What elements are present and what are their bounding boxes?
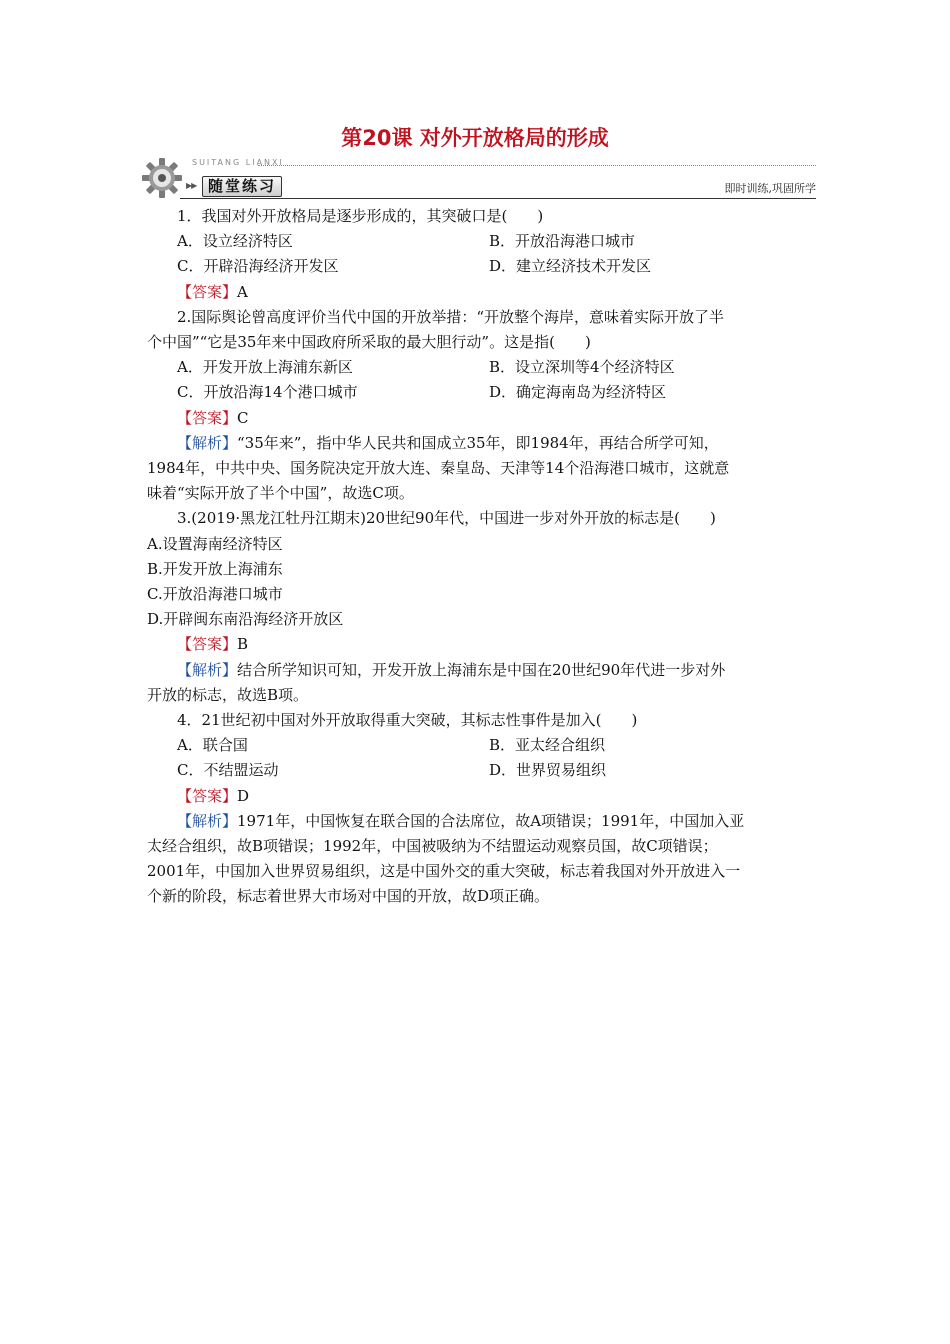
section-banner (140, 156, 816, 200)
explanation-text: 1984年，中共中央、国务院决定开放大连、秦皇岛、天津等14个沿海港口城市，这就意 (147, 459, 730, 478)
option-row (147, 229, 817, 254)
answer-value: A (237, 282, 248, 301)
dotted-rule (258, 165, 816, 166)
explanation-text: 个新的阶段，标志着世界大市场对中国的开放，故D项正确。 (147, 887, 550, 906)
option: D.开辟闽东南沿海经济开放区 (147, 610, 344, 629)
option: C．开放沿海14个港口城市 (177, 383, 358, 402)
section-label: 随堂练习 (202, 176, 282, 197)
option: C．不结盟运动 (177, 761, 279, 780)
option: D．建立经济技术开发区 (489, 257, 652, 276)
explanation-text: 太经合组织，故B项错误；1992年，中国被吸纳为不结盟运动观察员国，故C项错误； (147, 837, 718, 856)
answer-value: B (237, 635, 249, 654)
answer-line (147, 406, 817, 431)
banner-tagline: 即时训练,巩固所学 (724, 182, 816, 195)
explanation-text: 开放的标志，故选B项。 (147, 685, 309, 704)
option: B．亚太经合组织 (489, 736, 606, 755)
banner-rule (180, 198, 816, 199)
explanation-text: 结合所学知识可知，开发开放上海浦东是中国在20世纪90年代进一步对外 (237, 660, 726, 679)
option: B.开发开放上海浦东 (147, 559, 283, 578)
answer-tag: 【答案】 (177, 408, 238, 427)
explanation-line (147, 658, 817, 683)
option: C．开辟沿海经济开发区 (177, 257, 339, 276)
banner-pinyin: SUITANG LIANXI (192, 158, 284, 167)
explanation-tag: 【解析】 (177, 433, 238, 452)
question-stem: 2.国际舆论曾高度评价当代中国的开放举措：“开放整个海岸，意味着实际开放了半 (177, 307, 724, 326)
gear-icon (140, 156, 184, 200)
option: A.设置海南经济特区 (147, 534, 283, 553)
option-row (147, 733, 817, 758)
option: D．世界贸易组织 (489, 761, 607, 780)
answer-line (147, 784, 817, 809)
option: A．设立经济特区 (177, 232, 293, 251)
answer-value: D (237, 786, 250, 805)
answer-tag: 【答案】 (177, 282, 238, 301)
option-row (147, 355, 817, 380)
answer-line (147, 280, 817, 305)
option-row (147, 380, 817, 405)
option: C.开放沿海港口城市 (147, 585, 283, 604)
option: B．设立深圳等4个经济特区 (489, 358, 675, 377)
explanation-line (147, 809, 817, 834)
option: A．开发开放上海浦东新区 (177, 358, 353, 377)
explanation-tag: 【解析】 (177, 660, 238, 679)
explanation-text: 1971年，中国恢复在联合国的合法席位，故A项错误；1991年，中国加入亚 (237, 811, 745, 830)
option-row (147, 758, 817, 783)
question-stem: 3.(2019·黑龙江牡丹江期末)20世纪90年代，中国进一步对外开放的标志是( ) (177, 509, 716, 528)
option: B．开放沿海港口城市 (489, 232, 636, 251)
answer-line (147, 632, 817, 657)
answer-tag: 【答案】 (177, 635, 238, 654)
page-title: 第20课 对外开放格局的形成 (341, 126, 609, 150)
explanation-text: 味着“实际开放了半个中国”，故选C项。 (147, 484, 414, 503)
answer-tag: 【答案】 (177, 786, 238, 805)
answer-value: C (237, 408, 249, 427)
explanation-text: 2001年，中国加入世界贸易组织，这是中国外交的重大突破，标志着我国对外开放进入一 (147, 862, 741, 881)
explanation-tag: 【解析】 (177, 811, 238, 830)
arrow-icon: ▶▶ (186, 181, 197, 190)
question-stem: 4．21世纪初中国对外开放取得重大突破，其标志性事件是加入( ) (177, 711, 638, 730)
question-stem: 1．我国对外开放格局是逐步形成的，其突破口是( ) (177, 207, 544, 225)
explanation-line (147, 431, 817, 456)
question-stem: 个中国”“它是35年来中国政府所采取的最大胆行动”。这是指( ) (147, 333, 591, 352)
option-row (147, 254, 817, 279)
explanation-text: “35年来”，指中华人民共和国成立35年，即1984年，再结合所学可知， (237, 433, 719, 452)
option: A．联合国 (177, 736, 248, 755)
option: D．确定海南岛为经济特区 (489, 383, 667, 402)
exercise-content (147, 204, 817, 910)
